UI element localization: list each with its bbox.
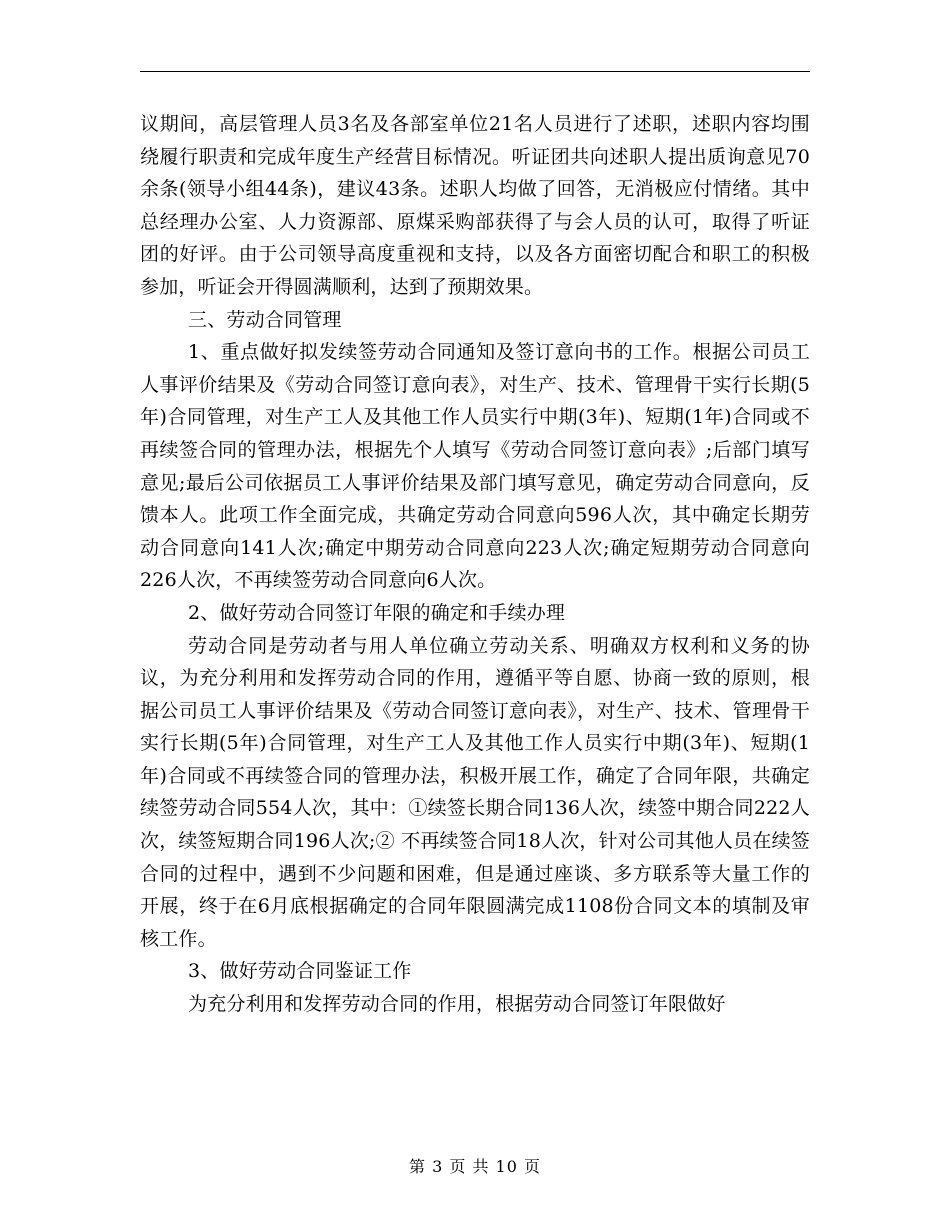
- paragraph-contract-intention: 1、重点做好拟发续签劳动合同通知及签订意向书的工作。根据公司员工人事评价结果及《劳动合同签订意向表》，对生产、技术、管理骨干实行长期(5年)合同管理，对生产工人及其他工作人员实行中期(3年)、短期(1年)合同或不再续签合同的管理办法，根据先个人填写《劳动合同签订意向表》;后部门填写意见;最后公司依据员工人事评价结果及部门填写意见，确定劳动合同意向，反馈本人。此项工作全面完成，共确定劳动合同意向596人次，其中确定长期劳动合同意向141人次;确定中期劳动合同意向223人次;确定短期劳动合同意向226人次，不再续签劳动合同意向6人次。: [140, 341, 810, 592]
- document-body: [140, 108, 810, 1021]
- paragraph-contract-term: 劳动合同是劳动者与用人单位确立劳动关系、明确双方权利和义务的协议，为充分利用和发挥劳动合同的作用，遵循平等自愿、协商一致的原则，根据公司员工人事评价结果及《劳动合同签订意向表》，对生产、技术、管理骨干实行长期(5年)合同管理，对生产工人及其他工作人员实行中期(3年)、短期(1年)合同或不再续签合同的管理办法，积极开展工作，确定了合同年限，共确定续签劳动合同554人次，其中：①续签长期合同136人次，续签中期合同222人次，续签短期合同196人次;② 不再续签合同18人次，针对公司其他人员在续签合同的过程中，遇到不少问题和困难，但是通过座谈、多方联系等大量工作的开展，终于在6月底根据确定的合同年限圆满完成1108份合同文本的填制及审核工作。: [140, 634, 810, 950]
- subheading-contract-verification: 3、做好劳动合同鉴证工作: [188, 960, 412, 983]
- paragraph-hearing-summary: 议期间，高层管理人员3名及各部室单位21名人员进行了述职，述职内容均围绕履行职责和完成年度生产经营目标情况。听证团共向述职人提出质询意见70余条(领导小组44条)，建议43条。述职人均做了回答，无消极应付情绪。其中总经理办公室、人力资源部、原煤采购部获得了与会人员的认可，取得了听证团的好评。由于公司领导高度重视和支持，以及各方面密切配合和职工的积极参加，听证会开得圆满顺利，达到了预期效果。: [140, 113, 810, 298]
- paragraph-contract-verification: 为充分利用和发挥劳动合同的作用，根据劳动合同签订年限做好: [188, 993, 726, 1016]
- header-rule: [140, 71, 810, 72]
- page-footer: 第 3 页 共 10 页: [409, 1157, 541, 1176]
- subheading-contract-term: 2、做好劳动合同签订年限的确定和手续办理: [188, 601, 566, 624]
- section-heading-labor-contract: 三、劳动合同管理: [188, 308, 342, 331]
